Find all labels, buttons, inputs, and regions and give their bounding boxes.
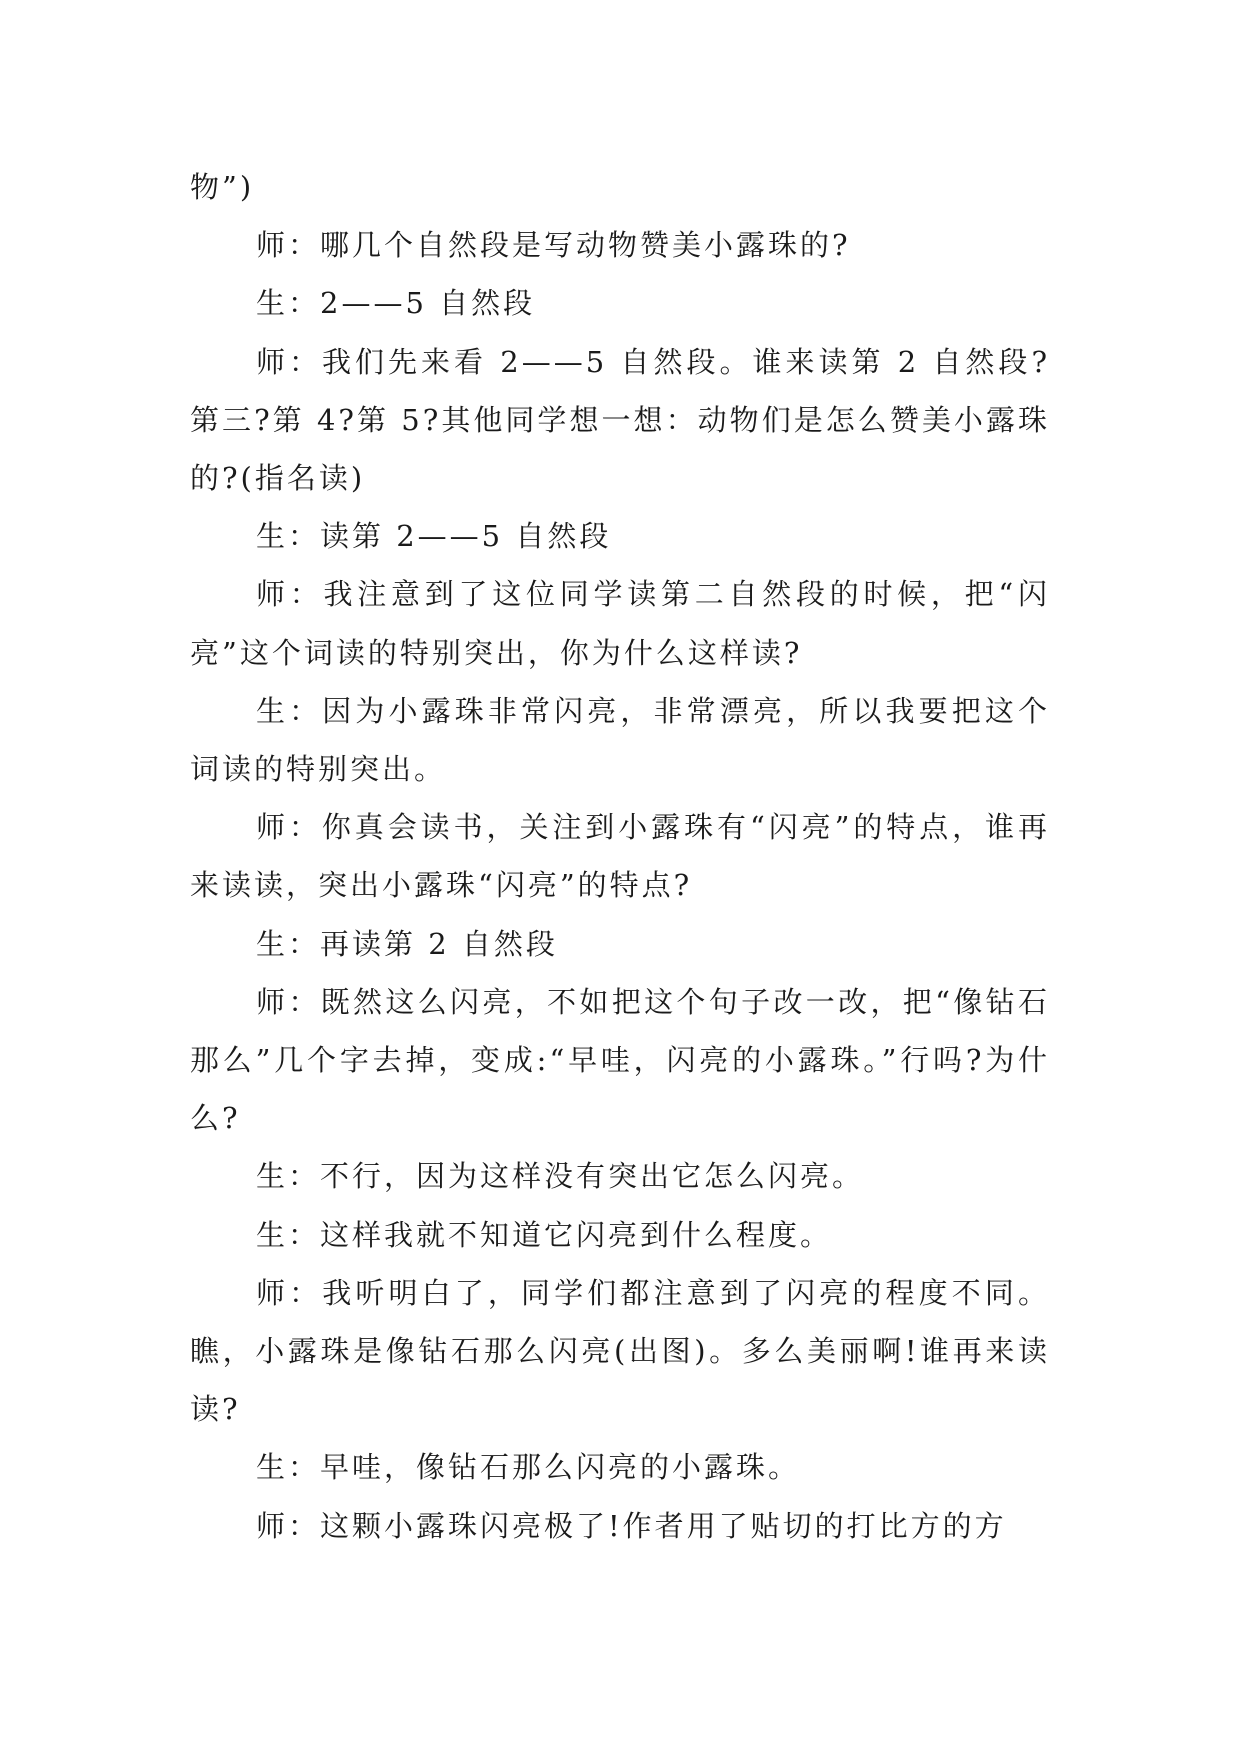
paragraph: 师：哪几个自然段是写动物赞美小露珠的? xyxy=(256,228,851,263)
paragraph: 生：读第 2——5 自然段 xyxy=(256,519,612,554)
paragraph: 物”) xyxy=(190,170,255,204)
paragraph: 师：我注意到了这位同学读第二自然段的时候，把“闪亮”这个词读的特别突出，你为什么这样读? xyxy=(190,577,1050,670)
paragraph: 师：我们先来看 2——5 自然段。谁来读第 2 自然段?第三?第 4?第 5?其他同学想一想：动物们是怎么赞美小露珠的?(指名读) xyxy=(190,344,1050,496)
paragraph: 生：2——5 自然段 xyxy=(256,286,536,321)
paragraph: 生：早哇，像钻石那么闪亮的小露珠。 xyxy=(256,1450,801,1485)
paragraph: 生：再读第 2 自然段 xyxy=(256,926,558,961)
body-text xyxy=(190,158,1050,1555)
paragraph: 生：因为小露珠非常闪亮，非常漂亮，所以我要把这个词读的特别突出。 xyxy=(190,693,1050,787)
paragraph: 师：你真会读书，关注到小露珠有“闪亮”的特点，谁再来读读，突出小露珠“闪亮”的特点? xyxy=(190,810,1050,903)
paragraph: 生：这样我就不知道它闪亮到什么程度。 xyxy=(256,1217,833,1252)
paragraph: 师：这颗小露珠闪亮极了!作者用了贴切的打比方的方 xyxy=(256,1508,1007,1543)
paragraph: 师：我听明白了，同学们都注意到了闪亮的程度不同。瞧，小露珠是像钻石那么闪亮(出图)。多么美丽啊!谁再来读读? xyxy=(190,1275,1050,1427)
paragraph: 生：不行，因为这样没有突出它怎么闪亮。 xyxy=(256,1159,865,1194)
paragraph: 师：既然这么闪亮，不如把这个句子改一改，把“像钻石那么”几个字去掉，变成:“早哇，闪亮的小露珠。”行吗?为什么? xyxy=(190,984,1050,1136)
